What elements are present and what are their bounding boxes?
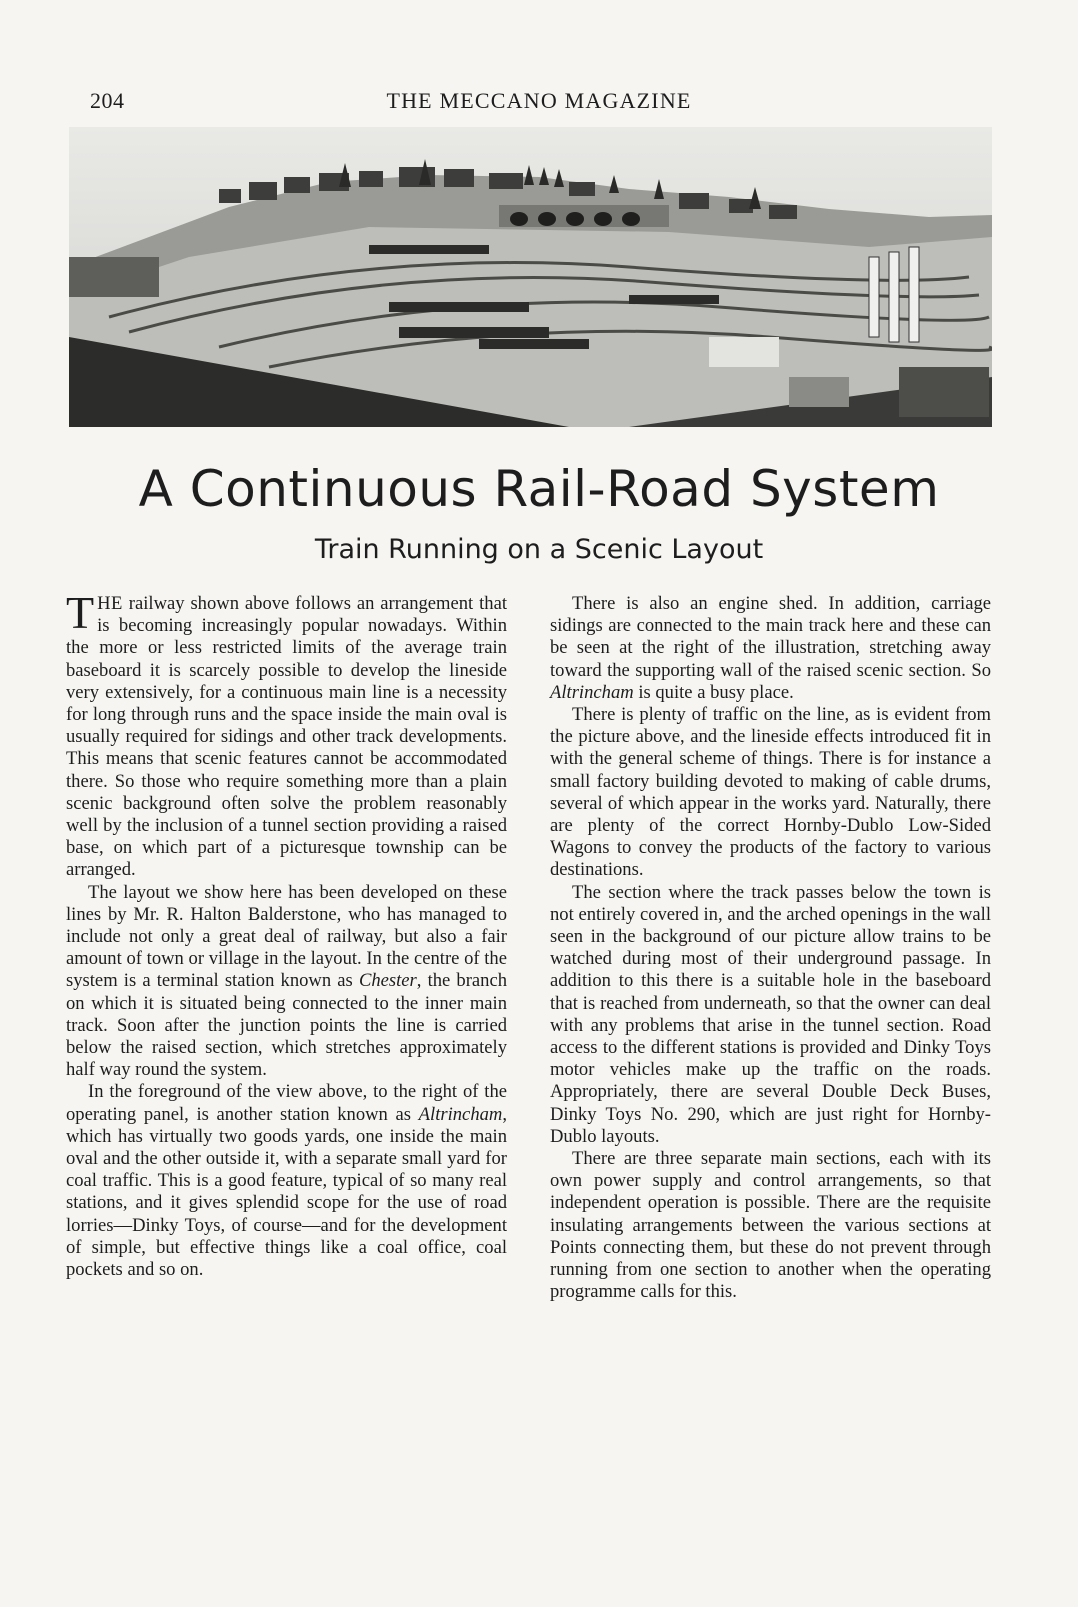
left-paragraph-3 (66, 1081, 507, 1281)
right-paragraph-4: There are three separate main sections, each with its own power supply and control arrangements, so that independent operation is possible. There are the requisite insulating arrangements between the various sections at Points connecting them, but these do not prevent through running from one section to another when the operating programme calls for this. (550, 1148, 991, 1303)
left-paragraph-2-text-b: , the branch on which it is situated being connected to the inner main track. Soon after the junction points the line is carried below the raised section, which stretches approximately half way round the system. (66, 970, 508, 1081)
left-paragraph-1 (66, 587, 507, 882)
running-head: THE MECCANO MAGAZINE (386, 88, 692, 113)
article-title: A Continuous Rail-Road System (138, 460, 940, 518)
station-name-chester: Chester (358, 970, 417, 992)
drop-cap: T (66, 587, 95, 638)
left-paragraph-1-text: railway shown above follows an arrangement that is becoming increasingly popular nowadays. Within the more or less restricted limits of the average train baseboard it is scarcely possible to develop the lineside very extensively, for a continuous main line is a necessity for long through runs and the space inside the main oval is usually required for sidings and other track developments. This means that scenic features cannot be accommodated there. So those who require something more than a plain scenic background often solve the problem reasonably well by the inclusion of a tunnel section providing a raised base, on which part of a picturesque township can be arranged. (66, 593, 507, 881)
left-column (66, 587, 508, 1281)
left-paragraph-3-text-b: , which has virtually two goods yards, one inside the main oval and the other outside it, with a separate small yard for coal traffic. This is a good feature, typical of so many real stations, and it gives splendid scope for the use of road lorries—Dinky Toys, of course—and for the development of simple, but effective things like a coal office, coal pockets and so on. (66, 1103, 507, 1281)
left-paragraph-3-text-a: In the foreground of the view above, to the right of the operating panel, is another station known as (66, 1081, 507, 1125)
layout-photograph (69, 127, 992, 427)
left-paragraph-2 (66, 882, 507, 1082)
page-number: 204 (90, 88, 125, 113)
right-paragraph-1-text-a: There is also an engine shed. In addition, carriage sidings are connected to the main track here and these can be seen at the right of the illustration, stretching away toward the supporting wall of the raised scenic section. So (550, 593, 991, 681)
station-name-altrincham: Altrincham (550, 681, 634, 703)
right-paragraph-3: The section where the track passes below the town is not entirely covered in, and the arched openings in the wall seen in the background of our picture allow trains to be watched during most of their underground passage. In addition to this there is a suitable hole in the baseboard that is reached from underneath, so that the owner can deal with any problems that arise in the tunnel section. Road access to the different stations is provided and Dinky Toys motor vehicles make up the traffic on the roads. Appropriately, there are several Double Deck Buses, Dinky Toys No. 290, which are just right for Hornby-Dublo layouts. (550, 881, 991, 1147)
left-paragraph-2-text-a: The layout we show here has been developed on these lines by Mr. R. Halton Balderstone, who has managed to include not only a great deal of railway, but also a fair amount of town or village in the layout. In the centre of the system is a terminal station known as (66, 881, 507, 992)
right-paragraph-1 (550, 593, 991, 704)
right-paragraph-1-text-b: is quite a busy place. (633, 681, 794, 703)
right-paragraph-2: There is plenty of traffic on the line, as is evident from the picture above, and the lineside effects introduced fit in with the general scheme of things. There is for instance a small factory building devoted to making of cable drums, several of which appear in the works yard. Naturally, there are plenty of the correct Hornby-Dublo Low-Sided Wagons to convey the products of the factory to various destinations. (550, 704, 991, 881)
right-column (550, 593, 991, 1304)
station-name-altrincham: Altrincham (418, 1103, 503, 1125)
model-railway-photo-illustration (69, 127, 992, 427)
opening-smallcaps: HE (97, 593, 123, 614)
article-subtitle: Train Running on a Scenic Layout (314, 534, 764, 565)
